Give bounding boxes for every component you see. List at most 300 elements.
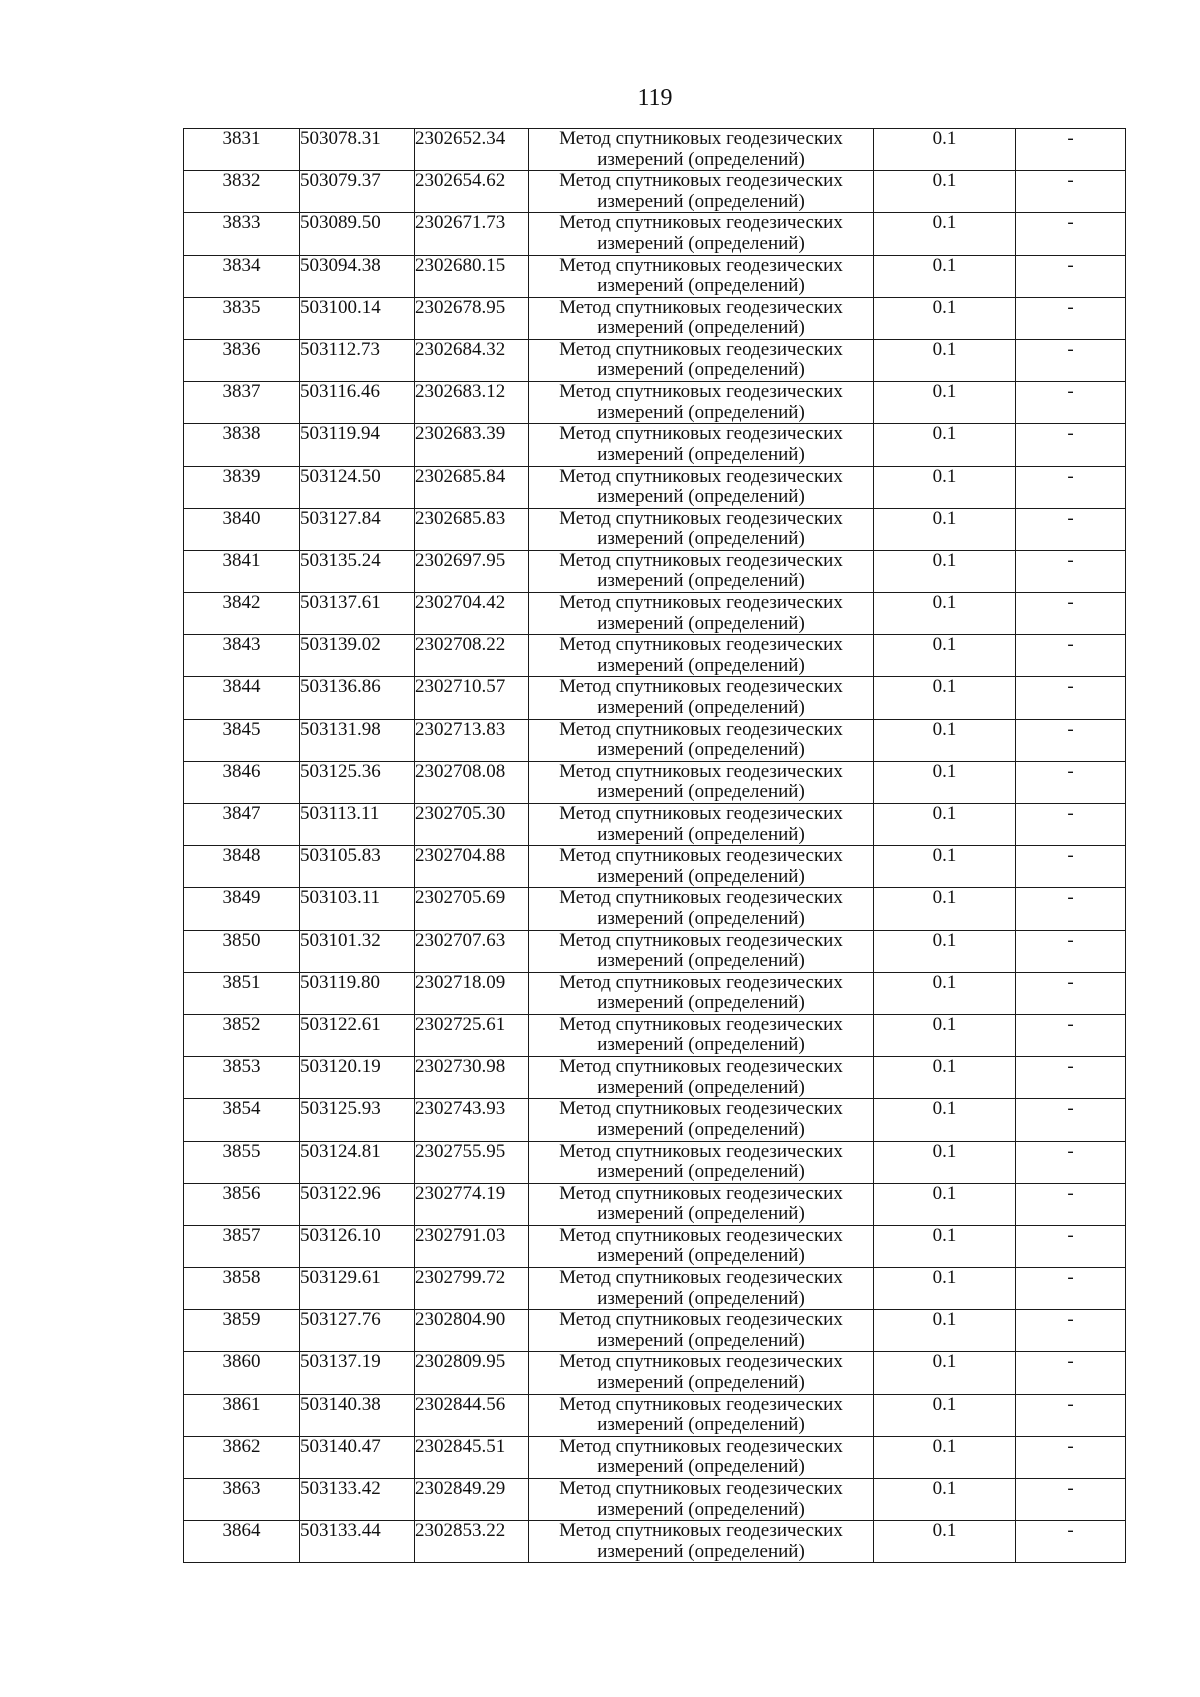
method-line-2: измерений (определений) — [597, 1161, 805, 1182]
method-line-1: Метод спутниковых геодезических — [559, 676, 843, 698]
note-cell: - — [1016, 1436, 1126, 1478]
point-number-cell: 3859 — [184, 1310, 300, 1352]
point-number-cell: 3862 — [184, 1436, 300, 1478]
note-cell: - — [1016, 677, 1126, 719]
x-coordinate-cell: 503078.31 — [300, 129, 415, 171]
accuracy-cell: 0.1 — [874, 129, 1016, 171]
x-coordinate-cell: 503112.73 — [300, 339, 415, 381]
table-row — [184, 129, 1126, 171]
point-number-cell: 3835 — [184, 297, 300, 339]
method-cell — [529, 888, 874, 930]
x-coordinate-cell: 503137.19 — [300, 1352, 415, 1394]
note-cell: - — [1016, 171, 1126, 213]
method-cell — [529, 171, 874, 213]
method-cell — [529, 1310, 874, 1352]
x-coordinate-cell: 503124.81 — [300, 1141, 415, 1183]
note-cell: - — [1016, 466, 1126, 508]
method-line-1: Метод спутниковых геодезических — [559, 634, 843, 656]
table-row — [184, 213, 1126, 255]
point-number-cell: 3861 — [184, 1394, 300, 1436]
accuracy-cell: 0.1 — [874, 550, 1016, 592]
y-coordinate-cell: 2302704.42 — [415, 593, 529, 635]
table-row — [184, 719, 1126, 761]
table-row — [184, 972, 1126, 1014]
point-number-cell: 3858 — [184, 1268, 300, 1310]
method-line-2: измерений (определений) — [597, 317, 805, 339]
table-row — [184, 466, 1126, 508]
table-row — [184, 1057, 1126, 1099]
accuracy-cell: 0.1 — [874, 424, 1016, 466]
y-coordinate-cell: 2302680.15 — [415, 255, 529, 297]
table-row — [184, 1183, 1126, 1225]
y-coordinate-cell: 2302710.57 — [415, 677, 529, 719]
method-line-1: Метод спутниковых геодезических — [559, 887, 843, 909]
table-row — [184, 761, 1126, 803]
note-cell: - — [1016, 1268, 1126, 1310]
note-cell: - — [1016, 1225, 1126, 1267]
x-coordinate-cell: 503133.42 — [300, 1479, 415, 1521]
method-cell — [529, 761, 874, 803]
y-coordinate-cell: 2302730.98 — [415, 1057, 529, 1099]
method-line-1: Метод спутниковых геодезических — [559, 1309, 843, 1331]
table-row — [184, 930, 1126, 972]
method-line-1: Метод спутниковых геодезических — [559, 1140, 843, 1162]
method-line-1: Метод спутниковых геодезических — [559, 929, 843, 951]
method-line-1: Метод спутниковых геодезических — [559, 170, 843, 192]
note-cell: - — [1016, 1014, 1126, 1056]
y-coordinate-cell: 2302652.34 — [415, 129, 529, 171]
method-cell — [529, 1099, 874, 1141]
method-cell — [529, 213, 874, 255]
method-line-2: измерений (определений) — [597, 1245, 805, 1267]
point-number-cell: 3842 — [184, 593, 300, 635]
method-line-1: Метод спутниковых геодезических — [559, 1478, 843, 1499]
method-line-2: измерений (определений) — [597, 190, 805, 212]
y-coordinate-cell: 2302705.69 — [415, 888, 529, 930]
accuracy-cell: 0.1 — [874, 1057, 1016, 1099]
table-row — [184, 1521, 1126, 1563]
method-line-2: измерений (определений) — [597, 950, 805, 972]
method-line-2: измерений (определений) — [597, 1076, 805, 1098]
table-row — [184, 1099, 1126, 1141]
table-row — [184, 1141, 1126, 1183]
accuracy-cell: 0.1 — [874, 846, 1016, 888]
method-line-1: Метод спутниковых геодезических — [559, 549, 843, 571]
accuracy-cell: 0.1 — [874, 255, 1016, 297]
method-line-1: Метод спутниковых геодезических — [559, 1520, 843, 1542]
table-row — [184, 804, 1126, 846]
table-row — [184, 255, 1126, 297]
method-line-1: Метод спутниковых геодезических — [559, 1182, 843, 1204]
point-number-cell: 3856 — [184, 1183, 300, 1225]
method-line-2: измерений (определений) — [597, 359, 805, 381]
method-line-2: измерений (определений) — [597, 570, 805, 592]
point-number-cell: 3852 — [184, 1014, 300, 1056]
method-cell — [529, 1479, 874, 1521]
x-coordinate-cell: 503125.36 — [300, 761, 415, 803]
accuracy-cell: 0.1 — [874, 635, 1016, 677]
accuracy-cell: 0.1 — [874, 213, 1016, 255]
x-coordinate-cell: 503126.10 — [300, 1225, 415, 1267]
y-coordinate-cell: 2302718.09 — [415, 972, 529, 1014]
table-row — [184, 171, 1126, 213]
x-coordinate-cell: 503122.96 — [300, 1183, 415, 1225]
method-line-2: измерений (определений) — [597, 232, 805, 254]
point-number-cell: 3831 — [184, 129, 300, 171]
method-line-2: измерений (определений) — [597, 781, 805, 803]
note-cell: - — [1016, 1479, 1126, 1521]
accuracy-cell: 0.1 — [874, 466, 1016, 508]
y-coordinate-cell: 2302685.83 — [415, 508, 529, 550]
method-line-2: измерений (определений) — [597, 1371, 805, 1393]
note-cell: - — [1016, 424, 1126, 466]
method-line-2: измерений (определений) — [597, 1034, 805, 1056]
point-number-cell: 3854 — [184, 1099, 300, 1141]
point-number-cell: 3850 — [184, 930, 300, 972]
note-cell: - — [1016, 1352, 1126, 1394]
method-line-1: Метод спутниковых геодезических — [559, 381, 843, 403]
point-number-cell: 3860 — [184, 1352, 300, 1394]
note-cell: - — [1016, 719, 1126, 761]
x-coordinate-cell: 503122.61 — [300, 1014, 415, 1056]
x-coordinate-cell: 503105.83 — [300, 846, 415, 888]
method-cell — [529, 635, 874, 677]
method-line-2: измерений (определений) — [597, 1287, 805, 1309]
accuracy-cell: 0.1 — [874, 719, 1016, 761]
x-coordinate-cell: 503129.61 — [300, 1268, 415, 1310]
method-line-1: Метод спутниковых геодезических — [559, 1393, 843, 1415]
x-coordinate-cell: 503079.37 — [300, 171, 415, 213]
method-cell — [529, 297, 874, 339]
note-cell: - — [1016, 550, 1126, 592]
y-coordinate-cell: 2302683.12 — [415, 382, 529, 424]
method-cell — [529, 677, 874, 719]
table-row — [184, 846, 1126, 888]
method-line-2: измерений (определений) — [597, 1456, 805, 1478]
table-row — [184, 635, 1126, 677]
accuracy-cell: 0.1 — [874, 1436, 1016, 1478]
x-coordinate-cell: 503127.84 — [300, 508, 415, 550]
note-cell: - — [1016, 635, 1126, 677]
note-cell: - — [1016, 1394, 1126, 1436]
y-coordinate-cell: 2302743.93 — [415, 1099, 529, 1141]
method-cell — [529, 466, 874, 508]
x-coordinate-cell: 503137.61 — [300, 593, 415, 635]
x-coordinate-cell: 503140.38 — [300, 1394, 415, 1436]
point-number-cell: 3832 — [184, 171, 300, 213]
method-cell — [529, 1057, 874, 1099]
coordinates-table — [183, 128, 1126, 1563]
method-cell — [529, 930, 874, 972]
method-line-2: измерений (определений) — [597, 148, 805, 170]
accuracy-cell: 0.1 — [874, 1479, 1016, 1521]
method-line-1: Метод спутниковых геодезических — [559, 1351, 843, 1373]
note-cell: - — [1016, 1183, 1126, 1225]
note-cell: - — [1016, 382, 1126, 424]
note-cell: - — [1016, 846, 1126, 888]
table-row — [184, 382, 1126, 424]
note-cell: - — [1016, 1057, 1126, 1099]
x-coordinate-cell: 503133.44 — [300, 1521, 415, 1563]
y-coordinate-cell: 2302697.95 — [415, 550, 529, 592]
accuracy-cell: 0.1 — [874, 1099, 1016, 1141]
table-row — [184, 1225, 1126, 1267]
y-coordinate-cell: 2302707.63 — [415, 930, 529, 972]
method-cell — [529, 1436, 874, 1478]
method-cell — [529, 1014, 874, 1056]
table-row — [184, 339, 1126, 381]
method-cell — [529, 1394, 874, 1436]
point-number-cell: 3853 — [184, 1057, 300, 1099]
x-coordinate-cell: 503101.32 — [300, 930, 415, 972]
note-cell: - — [1016, 339, 1126, 381]
method-cell — [529, 255, 874, 297]
accuracy-cell: 0.1 — [874, 761, 1016, 803]
accuracy-cell: 0.1 — [874, 593, 1016, 635]
table-row — [184, 1310, 1126, 1352]
accuracy-cell: 0.1 — [874, 1268, 1016, 1310]
y-coordinate-cell: 2302844.56 — [415, 1394, 529, 1436]
method-line-2: измерений (определений) — [597, 739, 805, 761]
accuracy-cell: 0.1 — [874, 1352, 1016, 1394]
x-coordinate-cell: 503125.93 — [300, 1099, 415, 1141]
method-line-1: Метод спутниковых геодезических — [559, 592, 843, 614]
method-line-1: Метод спутниковых геодезических — [559, 128, 843, 149]
point-number-cell: 3847 — [184, 804, 300, 846]
x-coordinate-cell: 503119.94 — [300, 424, 415, 466]
method-line-1: Метод спутниковых геодезических — [559, 971, 843, 993]
accuracy-cell: 0.1 — [874, 1310, 1016, 1352]
point-number-cell: 3849 — [184, 888, 300, 930]
note-cell: - — [1016, 297, 1126, 339]
method-line-2: измерений (определений) — [597, 612, 805, 634]
method-cell — [529, 846, 874, 888]
table-row — [184, 1268, 1126, 1310]
point-number-cell: 3839 — [184, 466, 300, 508]
point-number-cell: 3848 — [184, 846, 300, 888]
method-cell — [529, 719, 874, 761]
y-coordinate-cell: 2302725.61 — [415, 1014, 529, 1056]
table-row — [184, 550, 1126, 592]
table-row — [184, 1394, 1126, 1436]
y-coordinate-cell: 2302845.51 — [415, 1436, 529, 1478]
y-coordinate-cell: 2302791.03 — [415, 1225, 529, 1267]
note-cell: - — [1016, 255, 1126, 297]
page-number: 119 — [637, 85, 673, 111]
x-coordinate-cell: 503135.24 — [300, 550, 415, 592]
point-number-cell: 3855 — [184, 1141, 300, 1183]
coordinates-table-body — [184, 129, 1126, 1563]
note-cell: - — [1016, 888, 1126, 930]
x-coordinate-cell: 503094.38 — [300, 255, 415, 297]
x-coordinate-cell: 503119.80 — [300, 972, 415, 1014]
note-cell: - — [1016, 593, 1126, 635]
point-number-cell: 3841 — [184, 550, 300, 592]
accuracy-cell: 0.1 — [874, 508, 1016, 550]
y-coordinate-cell: 2302849.29 — [415, 1479, 529, 1521]
y-coordinate-cell: 2302809.95 — [415, 1352, 529, 1394]
method-line-2: измерений (определений) — [597, 1540, 805, 1562]
accuracy-cell: 0.1 — [874, 1014, 1016, 1056]
y-coordinate-cell: 2302708.22 — [415, 635, 529, 677]
accuracy-cell: 0.1 — [874, 382, 1016, 424]
method-line-2: измерений (определений) — [597, 1414, 805, 1436]
y-coordinate-cell: 2302853.22 — [415, 1521, 529, 1563]
point-number-cell: 3846 — [184, 761, 300, 803]
method-cell — [529, 1521, 874, 1563]
x-coordinate-cell: 503131.98 — [300, 719, 415, 761]
method-cell — [529, 424, 874, 466]
x-coordinate-cell: 503124.50 — [300, 466, 415, 508]
method-line-1: Метод спутниковых геодезических — [559, 1435, 843, 1457]
method-line-1: Метод спутниковых геодезических — [559, 1013, 843, 1035]
method-cell — [529, 1141, 874, 1183]
method-line-2: измерений (определений) — [597, 992, 805, 1014]
method-line-2: измерений (определений) — [597, 401, 805, 423]
point-number-cell: 3851 — [184, 972, 300, 1014]
y-coordinate-cell: 2302678.95 — [415, 297, 529, 339]
method-line-1: Метод спутниковых геодезических — [559, 1056, 843, 1078]
x-coordinate-cell: 503140.47 — [300, 1436, 415, 1478]
method-line-1: Метод спутниковых геодезических — [559, 1224, 843, 1246]
point-number-cell: 3834 — [184, 255, 300, 297]
method-line-2: измерений (определений) — [597, 528, 805, 550]
point-number-cell: 3864 — [184, 1521, 300, 1563]
method-cell — [529, 508, 874, 550]
y-coordinate-cell: 2302684.32 — [415, 339, 529, 381]
point-number-cell: 3844 — [184, 677, 300, 719]
method-line-2: измерений (определений) — [597, 696, 805, 718]
x-coordinate-cell: 503103.11 — [300, 888, 415, 930]
accuracy-cell: 0.1 — [874, 804, 1016, 846]
table-row — [184, 593, 1126, 635]
method-line-1: Метод спутниковых геодезических — [559, 845, 843, 867]
method-line-2: измерений (определений) — [597, 443, 805, 465]
table-row — [184, 1352, 1126, 1394]
point-number-cell: 3836 — [184, 339, 300, 381]
method-line-1: Метод спутниковых геодезических — [559, 507, 843, 529]
x-coordinate-cell: 503116.46 — [300, 382, 415, 424]
x-coordinate-cell: 503100.14 — [300, 297, 415, 339]
note-cell: - — [1016, 508, 1126, 550]
method-cell — [529, 1183, 874, 1225]
method-line-2: измерений (определений) — [597, 865, 805, 887]
accuracy-cell: 0.1 — [874, 1183, 1016, 1225]
method-line-2: измерений (определений) — [597, 275, 805, 297]
method-cell — [529, 129, 874, 171]
method-line-1: Метод спутниковых геодезических — [559, 803, 843, 824]
point-number-cell: 3843 — [184, 635, 300, 677]
note-cell: - — [1016, 1521, 1126, 1563]
table-row — [184, 677, 1126, 719]
point-number-cell: 3833 — [184, 213, 300, 255]
method-line-2: измерений (определений) — [597, 823, 805, 845]
accuracy-cell: 0.1 — [874, 1521, 1016, 1563]
x-coordinate-cell: 503127.76 — [300, 1310, 415, 1352]
y-coordinate-cell: 2302704.88 — [415, 846, 529, 888]
note-cell: - — [1016, 213, 1126, 255]
method-line-1: Метод спутниковых геодезических — [559, 254, 843, 276]
method-line-1: Метод спутниковых геодезических — [559, 718, 843, 740]
method-cell — [529, 1225, 874, 1267]
accuracy-cell: 0.1 — [874, 1394, 1016, 1436]
accuracy-cell: 0.1 — [874, 972, 1016, 1014]
y-coordinate-cell: 2302705.30 — [415, 804, 529, 846]
method-cell — [529, 550, 874, 592]
x-coordinate-cell: 503089.50 — [300, 213, 415, 255]
accuracy-cell: 0.1 — [874, 1225, 1016, 1267]
y-coordinate-cell: 2302685.84 — [415, 466, 529, 508]
method-line-2: измерений (определений) — [597, 1329, 805, 1351]
accuracy-cell: 0.1 — [874, 339, 1016, 381]
x-coordinate-cell: 503136.86 — [300, 677, 415, 719]
x-coordinate-cell: 503120.19 — [300, 1057, 415, 1099]
y-coordinate-cell: 2302683.39 — [415, 424, 529, 466]
note-cell: - — [1016, 1099, 1126, 1141]
note-cell: - — [1016, 1141, 1126, 1183]
method-line-2: измерений (определений) — [597, 486, 805, 507]
y-coordinate-cell: 2302755.95 — [415, 1141, 529, 1183]
point-number-cell: 3857 — [184, 1225, 300, 1267]
point-number-cell: 3838 — [184, 424, 300, 466]
y-coordinate-cell: 2302671.73 — [415, 213, 529, 255]
x-coordinate-cell: 503113.11 — [300, 804, 415, 846]
method-line-2: измерений (определений) — [597, 907, 805, 929]
method-cell — [529, 1268, 874, 1310]
method-line-1: Метод спутниковых геодезических — [559, 296, 843, 318]
method-line-1: Метод спутниковых геодезических — [559, 465, 843, 487]
method-line-2: измерений (определений) — [597, 1498, 805, 1520]
note-cell: - — [1016, 129, 1126, 171]
y-coordinate-cell: 2302799.72 — [415, 1268, 529, 1310]
method-line-2: измерений (определений) — [597, 654, 805, 676]
note-cell: - — [1016, 1310, 1126, 1352]
note-cell: - — [1016, 804, 1126, 846]
point-number-cell: 3845 — [184, 719, 300, 761]
method-cell — [529, 1352, 874, 1394]
table-row — [184, 1014, 1126, 1056]
table-row — [184, 1436, 1126, 1478]
accuracy-cell: 0.1 — [874, 677, 1016, 719]
accuracy-cell: 0.1 — [874, 930, 1016, 972]
x-coordinate-cell: 503139.02 — [300, 635, 415, 677]
point-number-cell: 3840 — [184, 508, 300, 550]
method-cell — [529, 339, 874, 381]
method-cell — [529, 382, 874, 424]
method-cell — [529, 972, 874, 1014]
method-line-2: измерений (определений) — [597, 1203, 805, 1225]
table-row — [184, 297, 1126, 339]
y-coordinate-cell: 2302654.62 — [415, 171, 529, 213]
y-coordinate-cell: 2302708.08 — [415, 761, 529, 803]
method-line-2: измерений (определений) — [597, 1118, 805, 1140]
table-row — [184, 1479, 1126, 1521]
method-line-1: Метод спутниковых геодезических — [559, 1267, 843, 1289]
point-number-cell: 3837 — [184, 382, 300, 424]
table-row — [184, 888, 1126, 930]
y-coordinate-cell: 2302804.90 — [415, 1310, 529, 1352]
method-line-1: Метод спутниковых геодезических — [559, 1098, 843, 1120]
method-line-1: Метод спутниковых геодезических — [559, 423, 843, 445]
table-row — [184, 508, 1126, 550]
accuracy-cell: 0.1 — [874, 297, 1016, 339]
method-line-1: Метод спутниковых геодезических — [559, 212, 843, 234]
table-row — [184, 424, 1126, 466]
accuracy-cell: 0.1 — [874, 171, 1016, 213]
method-line-1: Метод спутниковых геодезических — [559, 760, 843, 782]
y-coordinate-cell: 2302713.83 — [415, 719, 529, 761]
note-cell: - — [1016, 930, 1126, 972]
